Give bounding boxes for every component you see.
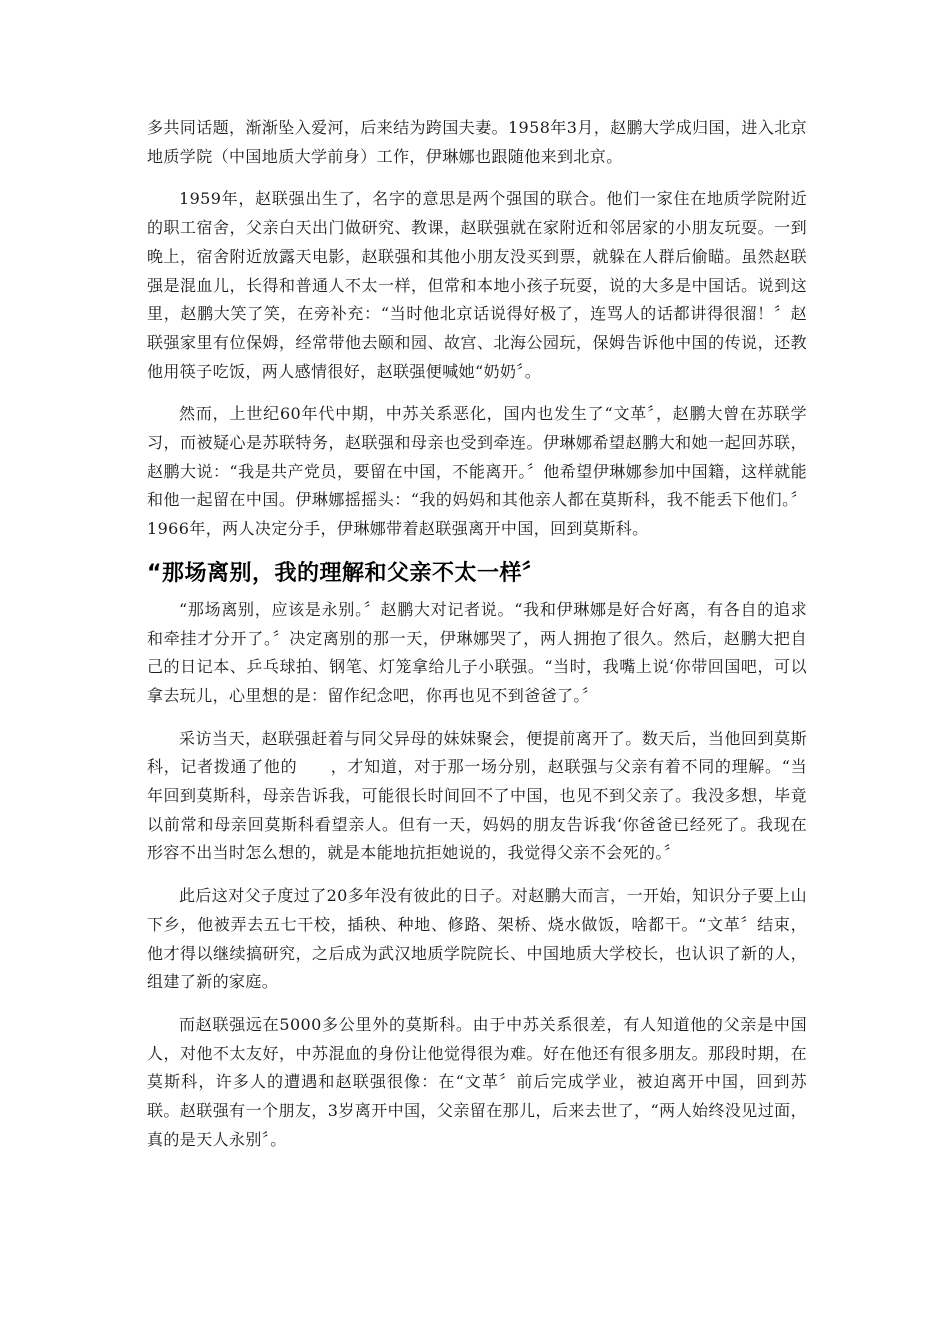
section-heading: “那场离别，我的理解和父亲不太一样〞 <box>147 560 545 586</box>
article-paragraph: 1959年，赵联强出生了，名字的意思是两个强国的联合。他们一家住在地质学院附近的职工宿舍，父亲白天出门做研究、教课，赵联强就在家附近和邻居家的小朋友玩耍。一到晚上，宿舍附近放露天电影，赵联强和其他小朋友没买到票，就躲在人群后偷瞄。虽然赵联强是混血儿，长得和普通人不太一样，但常和本地小孩子玩耍，说的大多是中国话。说到这里，赵鹏大笑了笑，在旁补充：“当时他北京话说得好极了，连骂人的话都讲得很溜！〞赵联强家里有位保姆，经常带他去颐和园、故宫、北海公园玩，保姆告诉他中国的传说，还教他用筷子吃饭，两人感情很好，赵联强便喊她“奶奶〞。 <box>147 189 807 381</box>
article-body <box>147 114 807 1169</box>
article-paragraph: 然而，上世纪60年代中期，中苏关系恶化，国内也发生了“文革〞，赵鹏大曾在苏联学习，而被疑心是苏联特务，赵联强和母亲也受到牵连。伊琳娜希望赵鹏大和她一起回苏联，赵鹏大说：“我是共产党员，要留在中国，不能离开。〞他希望伊琳娜参加中国籍，这样就能和他一起留在中国。伊琳娜摇摇头：“我的妈妈和其他亲人都在莫斯科，我不能丢下他们。〞1966年，两人决定分手，伊琳娜带着赵联强离开中国，回到莫斯科。 <box>147 404 807 539</box>
article-paragraph: 此后这对父子度过了20多年没有彼此的日子。对赵鹏大而言，一开始，知识分子要上山下乡，他被弄去五七干校，插秧、种地、修路、架桥、烧水做饭，啥都干。“文革〞结束，他才得以继续搞研究，之后成为武汉地质学院院长、中国地质大学校长，也认识了新的人，组建了新的家庭。 <box>147 886 807 992</box>
article-paragraph: 多共同话题，渐渐坠入爱河，后来结为跨国夫妻。1958年3月，赵鹏大学成归国，进入北京地质学院（中国地质大学前身）工作，伊琳娜也跟随他来到北京。 <box>147 118 807 166</box>
article-paragraph: 而赵联强远在5000多公里外的莫斯科。由于中苏关系很差，有人知道他的父亲是中国人，对他不太友好，中苏混血的身份让他觉得很为难。好在他还有很多朋友。那段时期，在莫斯科，许多人的遭遇和赵联强很像：在“文革〞前后完成学业，被迫离开中国，回到苏联。赵联强有一个朋友，3岁离开中国，父亲留在那儿，后来去世了，“两人始终没见过面，真的是天人永别〞。 <box>147 1014 807 1149</box>
article-paragraph: “那场离别，应该是永别。〞赵鹏大对记者说。“我和伊琳娜是好合好离，有各自的追求和牵挂才分开了。〞决定离别的那一天，伊琳娜哭了，两人拥抱了很久。然后，赵鹏大把自己的日记本、乒乓球拍、钢笔、灯笼拿给儿子小联强。“当时，我嘴上说‘你带回国吧，可以拿去玩儿，心里想的是：留作纪念吧，你再也见不到爸爸了。〞 <box>147 599 807 705</box>
article-paragraph: 采访当天，赵联强赶着与同父异母的妹妹聚会，便提前离开了。数天后，当他回到莫斯科，记者拨通了他的 ，才知道，对于那一场分别，赵联强与父亲有着不同的理解。“当年回到莫斯科，母亲告诉我，可能很长时间回不了中国，也见不到父亲了。我没多想，毕竟以前常和母亲回莫斯科看望亲人。但有一天，妈妈的朋友告诉我‘你爸爸已经死了。我现在形容不出当时怎么想的，就是本能地抗拒她说的，我觉得父亲不会死的。〞 <box>147 728 807 863</box>
